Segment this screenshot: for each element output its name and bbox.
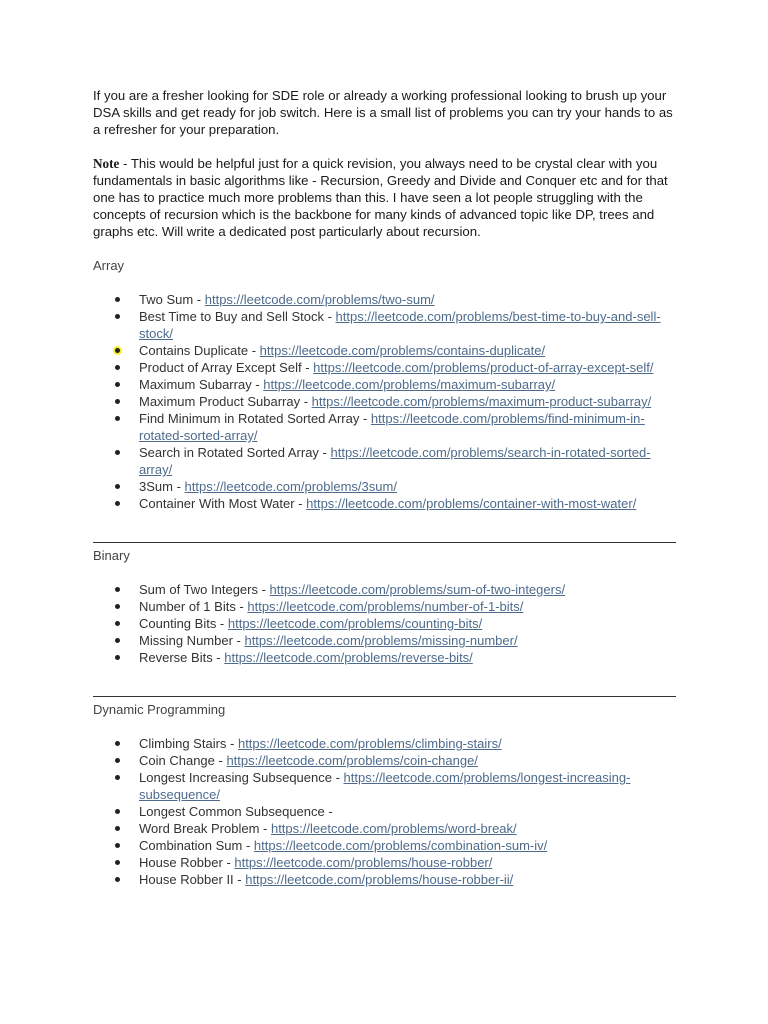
problem-name: Word Break Problem - xyxy=(139,821,271,836)
list-item xyxy=(93,598,678,615)
section-divider xyxy=(93,542,676,543)
document-page xyxy=(93,87,678,888)
problem-link[interactable]: https://leetcode.com/problems/house-robber-ii/ xyxy=(245,872,514,887)
bullet-icon xyxy=(115,587,120,592)
list-item xyxy=(93,752,678,769)
bullet-icon xyxy=(115,809,120,814)
problem-name: Sum of Two Integers - xyxy=(139,582,270,597)
note-paragraph xyxy=(93,155,678,240)
problem-link[interactable]: https://leetcode.com/problems/missing-number/ xyxy=(244,633,518,648)
bullet-icon xyxy=(115,297,120,302)
problem-link[interactable]: https://leetcode.com/problems/best-time-to-buy-and-sell-stock/ xyxy=(139,309,661,341)
problem-name: House Robber II - xyxy=(139,872,246,887)
problem-name: Longest Common Subsequence - xyxy=(139,804,333,819)
list-item xyxy=(93,308,678,342)
bullet-icon xyxy=(115,501,120,506)
bullet-icon xyxy=(115,860,120,865)
list-item xyxy=(93,769,678,803)
problem-name: Best Time to Buy and Sell Stock - xyxy=(139,309,336,324)
bullet-icon xyxy=(115,638,120,643)
list-item xyxy=(93,393,678,410)
problem-link[interactable]: https://leetcode.com/problems/3sum/ xyxy=(184,479,397,494)
problem-link[interactable]: https://leetcode.com/problems/product-of-array-except-self/ xyxy=(313,360,654,375)
list-item xyxy=(93,342,678,359)
problem-link[interactable]: https://leetcode.com/problems/sum-of-two-integers/ xyxy=(269,582,566,597)
list-item xyxy=(93,735,678,752)
bullet-icon xyxy=(115,484,120,489)
problem-link[interactable]: https://leetcode.com/problems/longest-increasing-subsequence/ xyxy=(139,770,631,802)
list-item xyxy=(93,854,678,871)
list-item xyxy=(93,291,678,308)
problem-name: Climbing Stairs - xyxy=(139,736,238,751)
problem-name: Two Sum - xyxy=(139,292,205,307)
problem-link[interactable]: https://leetcode.com/problems/two-sum/ xyxy=(204,292,435,307)
list-item xyxy=(93,837,678,854)
bullet-icon xyxy=(115,758,120,763)
bullet-icon xyxy=(115,741,120,746)
bullet-icon xyxy=(115,843,120,848)
problem-link[interactable]: https://leetcode.com/problems/contains-duplicate/ xyxy=(259,343,546,358)
bullet-icon xyxy=(115,348,120,353)
list-item xyxy=(93,410,678,444)
bullet-icon xyxy=(115,655,120,660)
section-spacer xyxy=(93,666,678,696)
section-title: Array xyxy=(93,258,125,273)
problem-name: Reverse Bits - xyxy=(139,650,225,665)
section-title: Binary xyxy=(93,548,130,563)
problem-name: House Robber - xyxy=(139,855,235,870)
bullet-icon xyxy=(115,775,120,780)
list-item xyxy=(93,820,678,837)
problem-link[interactable]: https://leetcode.com/problems/counting-bits/ xyxy=(227,616,483,631)
list-item xyxy=(93,615,678,632)
problem-link[interactable]: https://leetcode.com/problems/container-with-most-water/ xyxy=(306,496,637,511)
bullet-icon xyxy=(115,621,120,626)
bullet-icon xyxy=(115,450,120,455)
problem-link[interactable]: https://leetcode.com/problems/number-of-1-bits/ xyxy=(247,599,524,614)
problem-name: Maximum Product Subarray - xyxy=(139,394,312,409)
section-divider xyxy=(93,696,676,697)
problem-name: Longest Increasing Subsequence - xyxy=(139,770,344,785)
bullet-icon xyxy=(115,826,120,831)
problem-link[interactable]: https://leetcode.com/problems/combination-sum-iv/ xyxy=(253,838,548,853)
bullet-icon xyxy=(115,382,120,387)
problem-name: Find Minimum in Rotated Sorted Array - xyxy=(139,411,371,426)
problem-name: Search in Rotated Sorted Array - xyxy=(139,445,331,460)
problem-link[interactable]: https://leetcode.com/problems/coin-change/ xyxy=(226,753,478,768)
list-item xyxy=(93,359,678,376)
problem-name: Container With Most Water - xyxy=(139,496,307,511)
list-item xyxy=(93,649,678,666)
bullet-icon xyxy=(115,877,120,882)
problem-name: Combination Sum - xyxy=(139,838,254,853)
list-item xyxy=(93,581,678,598)
problem-name: Maximum Subarray - xyxy=(139,377,264,392)
section-spacer xyxy=(93,512,678,542)
bullet-icon xyxy=(115,416,120,421)
list-item xyxy=(93,495,678,512)
problem-list xyxy=(93,291,678,512)
intro-paragraph: If you are a fresher looking for SDE role or already a working professional looking to brush up your DSA skills and get ready for job switch. Here is a small list of problems you can try your hands to as a refresher for your preparation. xyxy=(93,88,673,137)
problem-name: Product of Array Except Self - xyxy=(139,360,314,375)
problem-list xyxy=(93,735,678,888)
note-text: - This would be helpful just for a quick revision, you always need to be crystal clear with you fundamentals in basic algorithms like - Recursion, Greedy and Divide and Conquer etc and for that one has to practice much more problems than this. I have seen a lot people struggling with the concepts of recursion which is the backbone for many kinds of advanced topic like DP, trees and graphs etc. Will write a dedicated post particularly about recursion. xyxy=(93,156,668,239)
problem-link[interactable]: https://leetcode.com/problems/maximum-product-subarray/ xyxy=(311,394,652,409)
bullet-icon xyxy=(115,365,120,370)
problem-link[interactable]: https://leetcode.com/problems/climbing-stairs/ xyxy=(237,736,502,751)
section-title: Dynamic Programming xyxy=(93,702,226,717)
problem-link[interactable]: https://leetcode.com/problems/house-robber/ xyxy=(234,855,493,870)
problem-link[interactable]: https://leetcode.com/problems/maximum-subarray/ xyxy=(263,377,556,392)
problem-name: 3Sum - xyxy=(139,479,185,494)
bullet-icon xyxy=(115,399,120,404)
list-item xyxy=(93,632,678,649)
problem-name: Coin Change - xyxy=(139,753,227,768)
problem-name: Missing Number - xyxy=(139,633,245,648)
problem-name: Number of 1 Bits - xyxy=(139,599,248,614)
problem-link[interactable]: https://leetcode.com/problems/word-break/ xyxy=(270,821,517,836)
list-item xyxy=(93,478,678,495)
note-label: Note xyxy=(93,156,120,171)
problem-link[interactable]: https://leetcode.com/problems/find-minimum-in-rotated-sorted-array/ xyxy=(139,411,645,443)
bullet-icon xyxy=(115,314,120,319)
list-item xyxy=(93,444,678,478)
problem-list xyxy=(93,581,678,666)
list-item xyxy=(93,376,678,393)
problem-name: Contains Duplicate - xyxy=(139,343,260,358)
problem-sections xyxy=(93,257,678,888)
problem-link[interactable]: https://leetcode.com/problems/reverse-bits/ xyxy=(224,650,473,665)
problem-name: Counting Bits - xyxy=(139,616,228,631)
bullet-icon xyxy=(115,604,120,609)
list-item xyxy=(93,803,678,820)
list-item xyxy=(93,871,678,888)
problem-link[interactable]: https://leetcode.com/problems/search-in-rotated-sorted-array/ xyxy=(139,445,651,477)
